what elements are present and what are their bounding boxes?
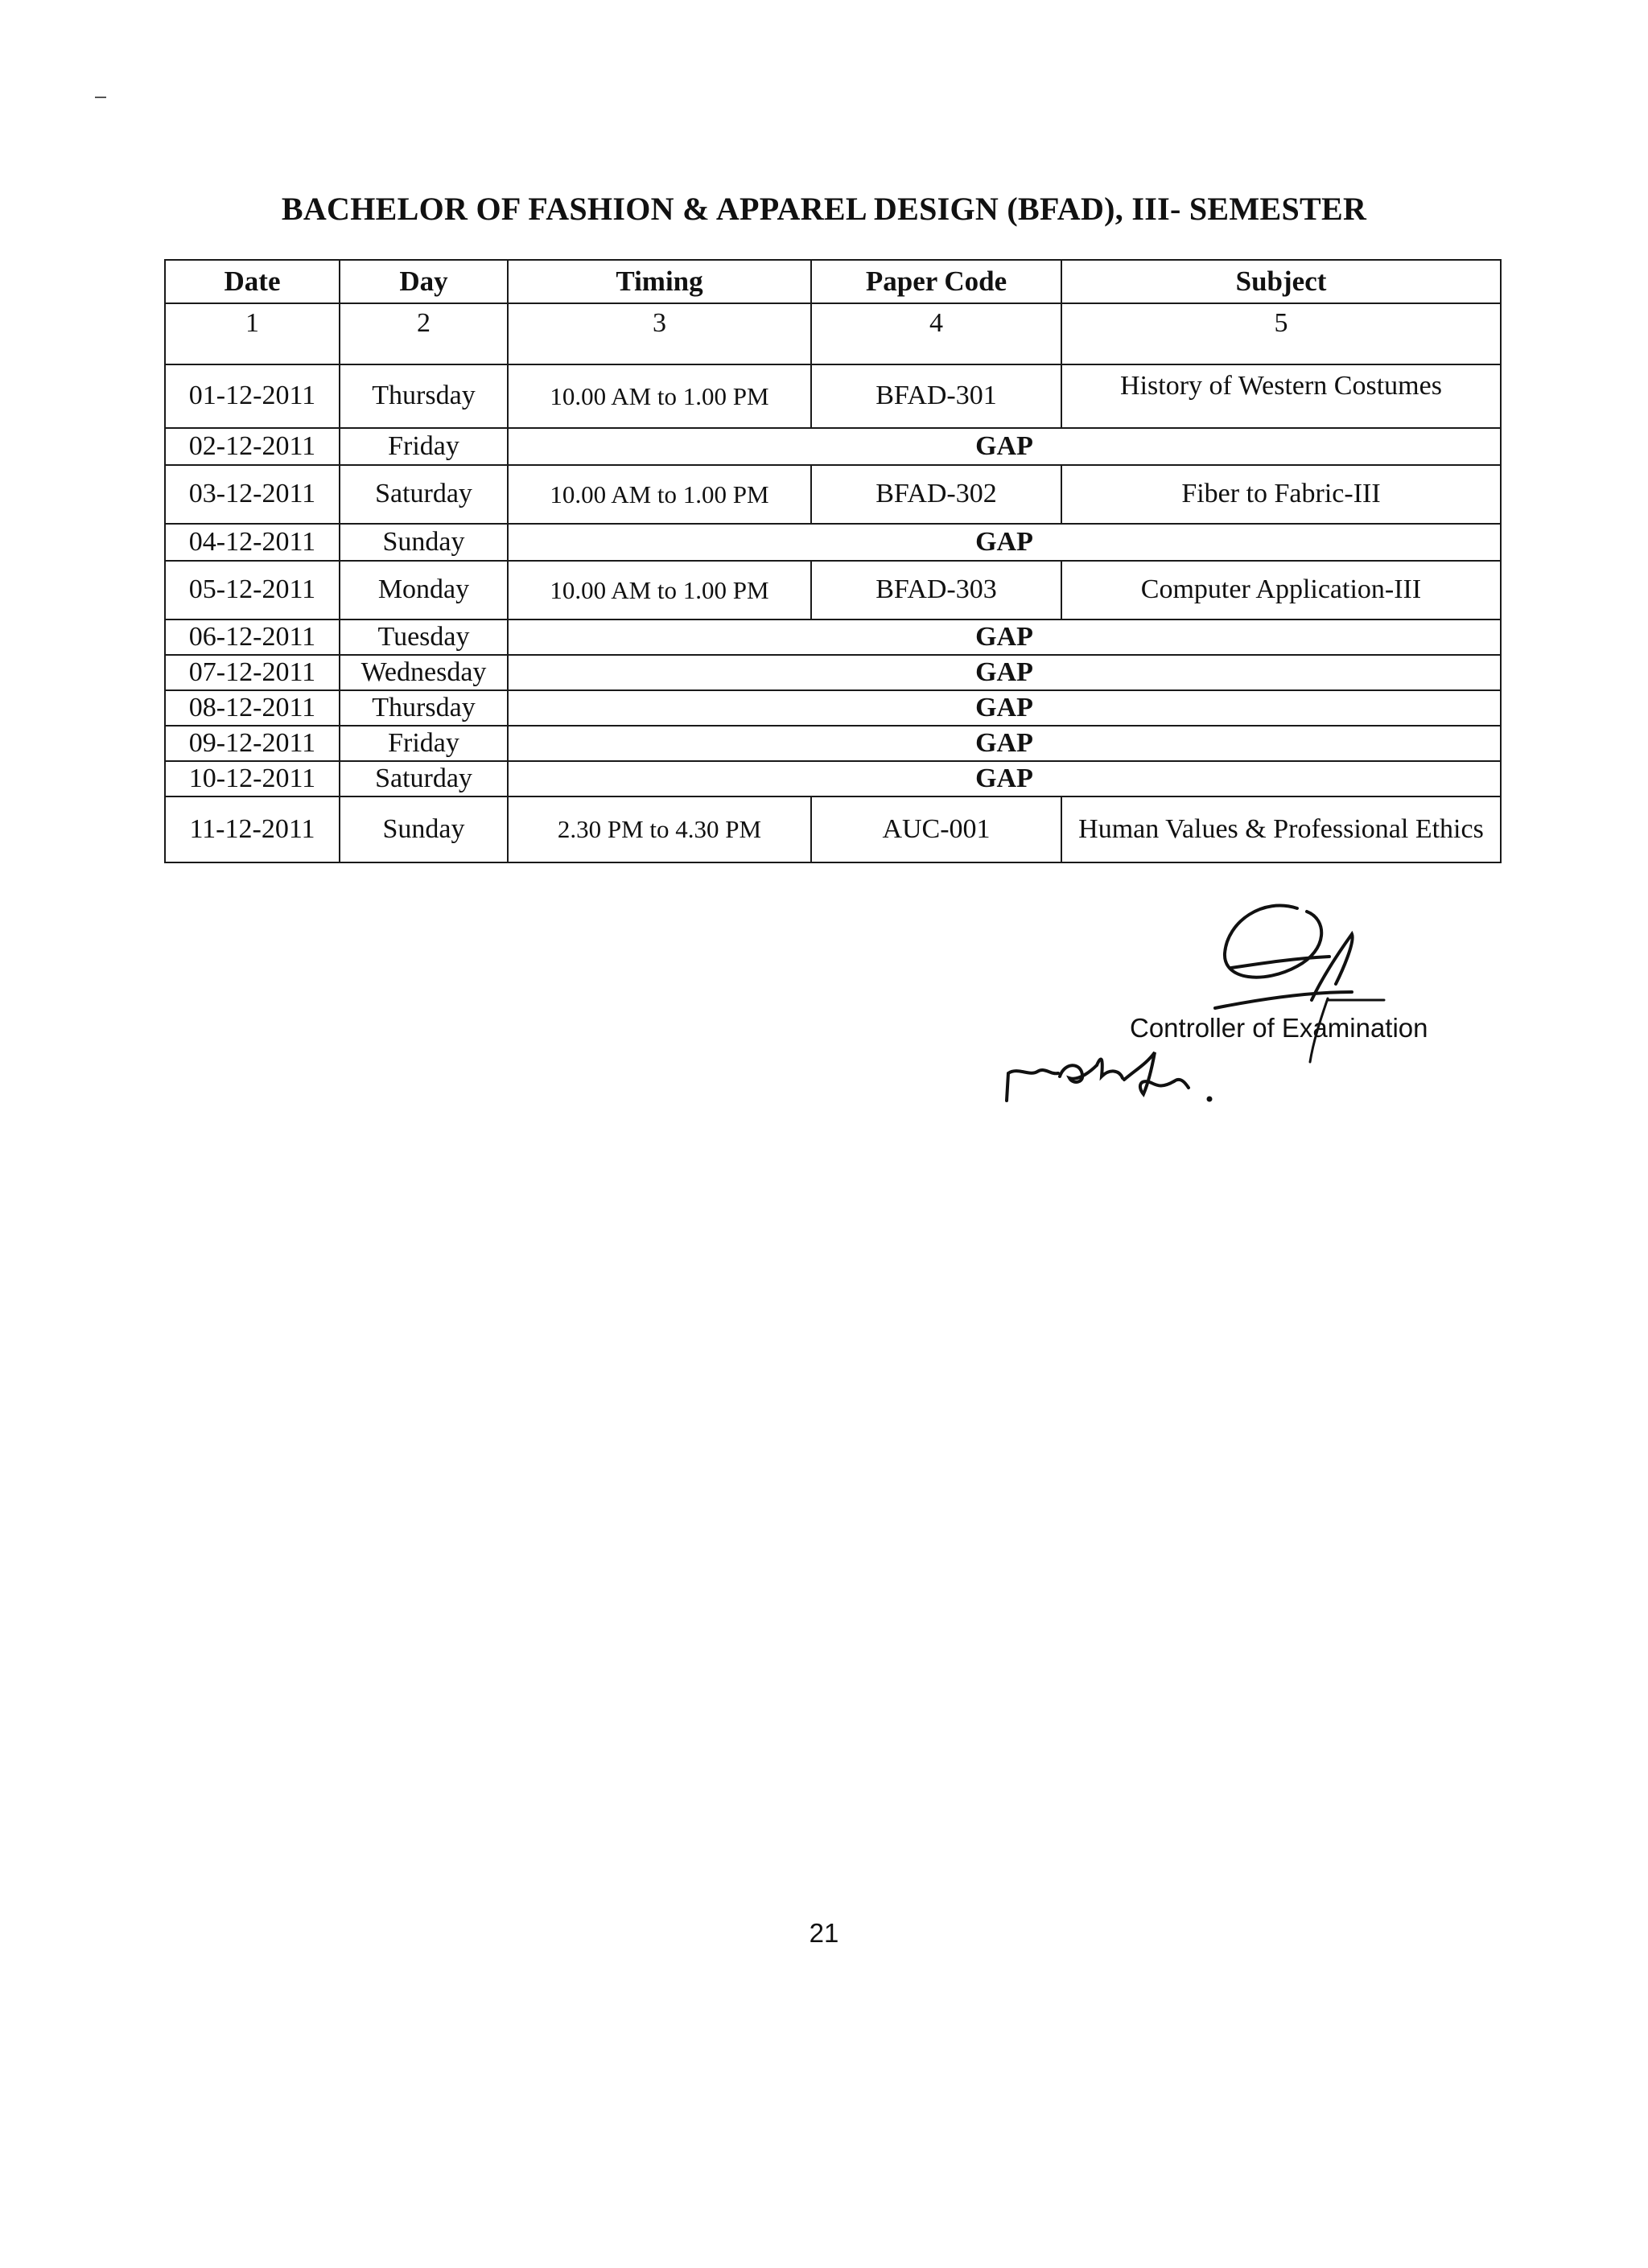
day-cell: Monday bbox=[340, 561, 508, 619]
date-cell: 06-12-2011 bbox=[165, 619, 340, 655]
paper-code-cell: BFAD-302 bbox=[811, 465, 1061, 524]
table-row bbox=[165, 761, 1501, 796]
table-row bbox=[165, 428, 1501, 465]
date-cell: 10-12-2011 bbox=[165, 761, 340, 796]
day-cell: Saturday bbox=[340, 761, 508, 796]
date-cell: 01-12-2011 bbox=[165, 364, 340, 428]
table-row bbox=[165, 465, 1501, 524]
column-number: 1 bbox=[165, 303, 340, 364]
day-cell: Sunday bbox=[340, 524, 508, 561]
scan-mark bbox=[95, 97, 106, 98]
initials-signature bbox=[1002, 1038, 1243, 1118]
date-cell: 03-12-2011 bbox=[165, 465, 340, 524]
table-header-row bbox=[165, 260, 1501, 303]
gap-cell: GAP bbox=[508, 619, 1501, 655]
date-cell: 09-12-2011 bbox=[165, 726, 340, 761]
column-number: 5 bbox=[1061, 303, 1501, 364]
table-row bbox=[165, 655, 1501, 690]
subject-cell: Fiber to Fabric-III bbox=[1061, 465, 1501, 524]
column-number: 2 bbox=[340, 303, 508, 364]
table-row bbox=[165, 619, 1501, 655]
column-number-row bbox=[165, 303, 1501, 364]
gap-cell: GAP bbox=[508, 761, 1501, 796]
timing-cell: 10.00 AM to 1.00 PM bbox=[508, 364, 811, 428]
timing-cell: 10.00 AM to 1.00 PM bbox=[508, 465, 811, 524]
subject-cell: Human Values & Professional Ethics bbox=[1061, 796, 1501, 862]
day-cell: Thursday bbox=[340, 364, 508, 428]
day-cell: Thursday bbox=[340, 690, 508, 726]
date-cell: 07-12-2011 bbox=[165, 655, 340, 690]
header-day: Day bbox=[340, 260, 508, 303]
date-cell: 05-12-2011 bbox=[165, 561, 340, 619]
day-cell: Wednesday bbox=[340, 655, 508, 690]
paper-code-cell: AUC-001 bbox=[811, 796, 1061, 862]
column-number: 3 bbox=[508, 303, 811, 364]
paper-code-cell: BFAD-303 bbox=[811, 561, 1061, 619]
date-cell: 11-12-2011 bbox=[165, 796, 340, 862]
gap-cell: GAP bbox=[508, 524, 1501, 561]
header-date: Date bbox=[165, 260, 340, 303]
timing-cell: 10.00 AM to 1.00 PM bbox=[508, 561, 811, 619]
timing-cell: 2.30 PM to 4.30 PM bbox=[508, 796, 811, 862]
header-subject: Subject bbox=[1061, 260, 1501, 303]
table-row bbox=[165, 364, 1501, 428]
day-cell: Friday bbox=[340, 726, 508, 761]
page-number: 21 bbox=[809, 1918, 839, 1948]
date-cell: 04-12-2011 bbox=[165, 524, 340, 561]
table-row bbox=[165, 796, 1501, 862]
subject-cell: Computer Application-III bbox=[1061, 561, 1501, 619]
exam-schedule-table bbox=[164, 259, 1502, 863]
day-cell: Tuesday bbox=[340, 619, 508, 655]
paper-code-cell: BFAD-301 bbox=[811, 364, 1061, 428]
table-row bbox=[165, 690, 1501, 726]
date-cell: 02-12-2011 bbox=[165, 428, 340, 465]
page-title: BACHELOR OF FASHION & APPAREL DESIGN (BFAD), III- SEMESTER bbox=[281, 191, 1367, 227]
date-cell: 08-12-2011 bbox=[165, 690, 340, 726]
gap-cell: GAP bbox=[508, 428, 1501, 465]
table-row bbox=[165, 524, 1501, 561]
gap-cell: GAP bbox=[508, 690, 1501, 726]
gap-cell: GAP bbox=[508, 726, 1501, 761]
day-cell: Saturday bbox=[340, 465, 508, 524]
table-row bbox=[165, 561, 1501, 619]
column-number: 4 bbox=[811, 303, 1061, 364]
header-paper-code: Paper Code bbox=[811, 260, 1061, 303]
header-timing: Timing bbox=[508, 260, 811, 303]
gap-cell: GAP bbox=[508, 655, 1501, 690]
day-cell: Sunday bbox=[340, 796, 508, 862]
subject-cell: History of Western Costumes bbox=[1061, 364, 1501, 428]
day-cell: Friday bbox=[340, 428, 508, 465]
table-row bbox=[165, 726, 1501, 761]
controller-of-examination-label: Controller of Examination bbox=[1130, 1013, 1428, 1043]
